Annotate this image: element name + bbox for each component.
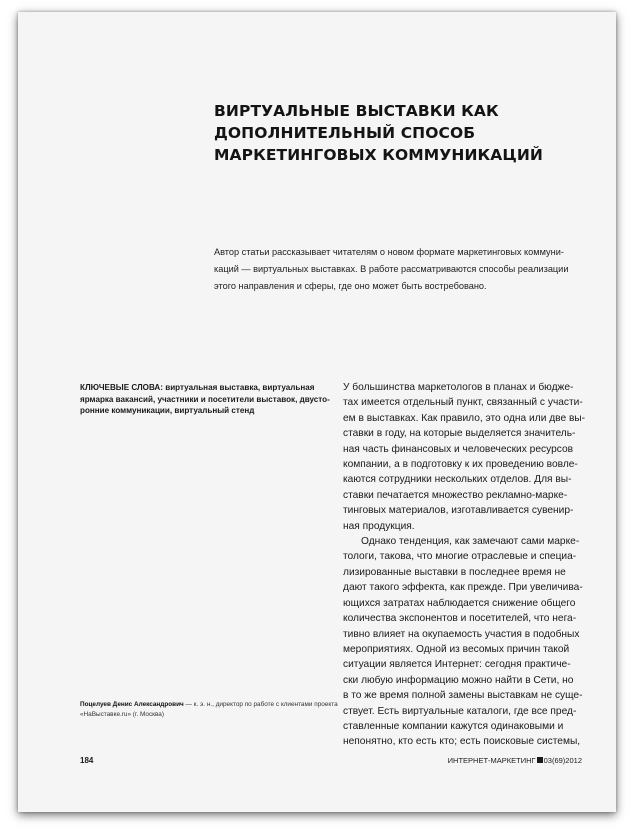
- body-line: ставки в году, на которые выделяется значитель-: [343, 428, 576, 440]
- body-line: непонятно, кто есть кто; есть поисковые системы,: [343, 736, 581, 748]
- body-paragraph: [343, 380, 595, 534]
- article-abstract: [214, 244, 594, 295]
- body-line: ситуации является Интернет: сегодня практиче-: [343, 659, 571, 671]
- page-number: 184: [80, 756, 94, 765]
- body-line: дают такого эффекта, как прежде. При увеличива-: [343, 582, 583, 594]
- body-line: мероприятиях. Одной из весомых причин такой: [343, 643, 570, 655]
- body-line: тах имеется отдельный пункт, связанный с участи-: [343, 397, 583, 409]
- author-name: Поцелуев Денис Александрович: [80, 701, 184, 708]
- keywords-line: ярмарка вакансий, участники и посетители выставок, двусто-: [80, 394, 330, 404]
- body-line: лизированные выставки в последнее время не: [343, 566, 566, 578]
- article-title: [214, 100, 594, 166]
- keywords-text: виртуальная выставка, виртуальная: [162, 383, 315, 392]
- journal-footer: [448, 756, 582, 765]
- body-line: ем в выставках. Как правило, это одна или две вы-: [343, 412, 586, 424]
- keywords-label: КЛЮЧЕВЫЕ СЛОВА:: [80, 383, 163, 392]
- body-line: ная часть финансовых и человеческих ресурсов: [343, 443, 574, 455]
- journal-page: [18, 12, 616, 812]
- title-line: МАРКЕТИНГОВЫХ КОММУНИКАЦИЙ: [214, 146, 544, 164]
- author-info: [80, 700, 340, 720]
- issue-number: 03(69)2012: [543, 756, 582, 765]
- body-line: в то же время полной замены выставкам не суще-: [343, 690, 583, 702]
- body-line: тологи, такова, что многие отраслевые и специа-: [343, 551, 577, 563]
- body-line: ставленные компании кажутся одинаковыми и: [343, 720, 564, 732]
- journal-name: ИНТЕРНЕТ-МАРКЕТИНГ: [447, 756, 536, 765]
- article-body: [343, 380, 595, 750]
- body-line: ставки печатается множество рекламно-марке-: [343, 489, 568, 501]
- keywords-block: [80, 382, 330, 417]
- body-line: компании, а в подготовку к их проведению вовле-: [343, 459, 578, 471]
- abstract-line: этого направления и сферы, где оно может быть востребовано.: [214, 281, 487, 291]
- body-line: Однако тенденция, как замечают сами марке-: [361, 536, 580, 548]
- title-line: ВИРТУАЛЬНЫЕ ВЫСТАВКИ КАК: [214, 102, 499, 120]
- author-line: «НаВыставке.ru» (г. Москва): [80, 711, 164, 718]
- body-line: тинговых материалов, изготавливается сувенир-: [343, 505, 574, 517]
- body-line: тивно влияет на окупаемость участия в подобных: [343, 628, 580, 640]
- author-line: [80, 700, 340, 710]
- keywords-line: [80, 382, 325, 394]
- body-line: ски любую информацию можно найти в Сети, но: [343, 674, 574, 686]
- body-paragraph: [343, 534, 595, 750]
- square-separator-icon: [537, 757, 543, 763]
- keywords-line: ронние коммуникации, виртуальный стенд: [80, 406, 255, 415]
- body-line: каются сотрудники нескольких отделов. Для вы-: [343, 474, 572, 486]
- body-line: ствует. Есть виртуальные каталоги, где все пред-: [343, 705, 577, 717]
- author-position: — к. э. н., директор по работе с клиентами проекта: [183, 701, 338, 708]
- body-line: количества экспонентов и посетителей, что нега-: [343, 613, 577, 625]
- body-line: ная продукция.: [343, 520, 415, 532]
- abstract-line: каций — виртуальных выставках. В работе рассматриваются способы реализации: [214, 264, 569, 274]
- title-line: ДОПОЛНИТЕЛЬНЫЙ СПОСОБ: [214, 124, 476, 142]
- abstract-line: Автор статьи рассказывает читателям о новом формате маркетинговых коммуни-: [214, 247, 564, 257]
- body-line: ющихся затратах наблюдается снижение общего: [343, 597, 576, 609]
- body-line: У большинства маркетологов в планах и бюдже-: [343, 382, 574, 393]
